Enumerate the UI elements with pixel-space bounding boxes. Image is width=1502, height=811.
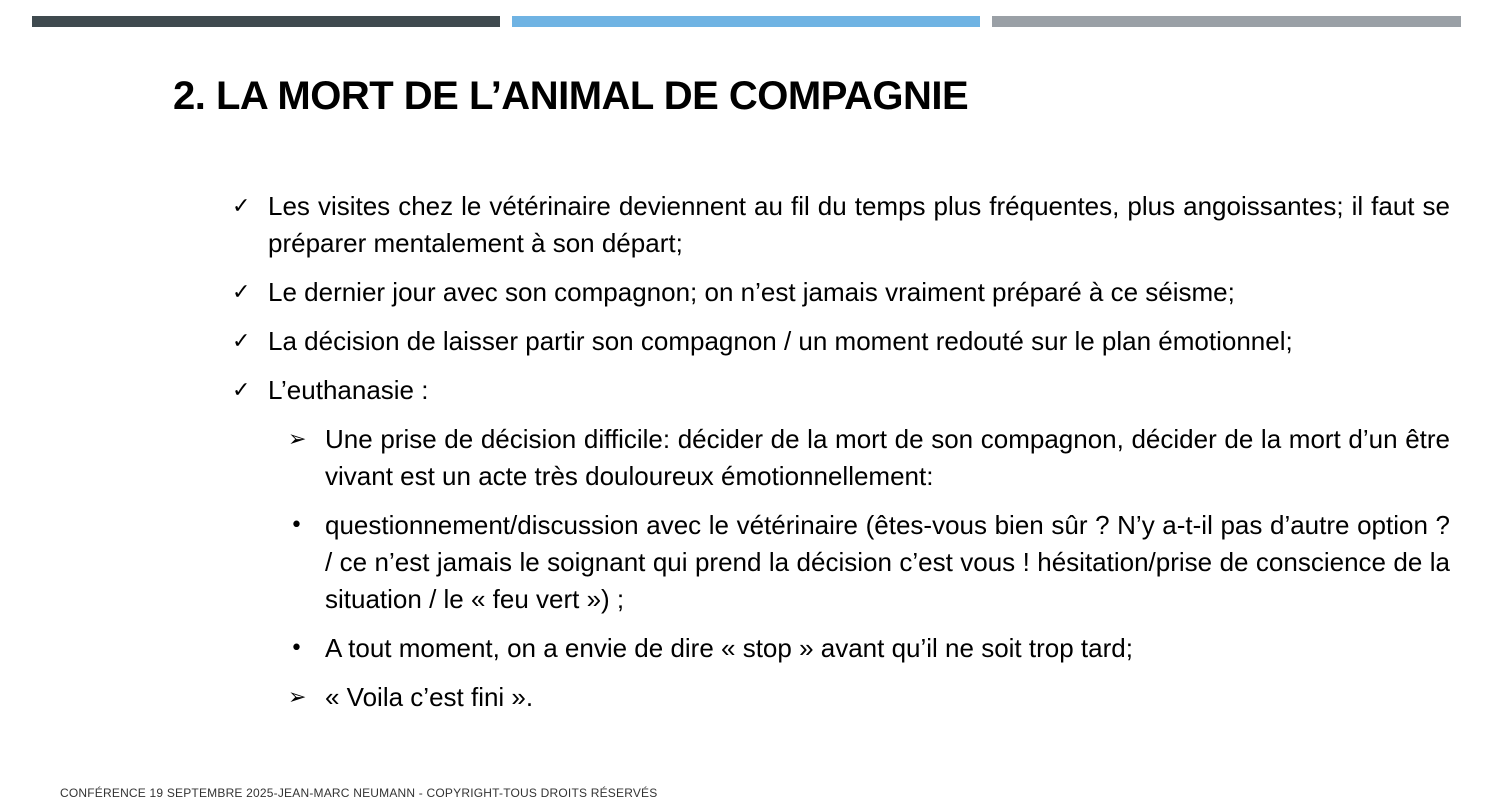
accent-bar-dark xyxy=(32,16,500,27)
bullet-icon: • xyxy=(290,636,303,661)
list-item-text: « Voila c’est fini ». xyxy=(325,682,534,712)
sub-list-item xyxy=(288,679,1450,716)
list-item xyxy=(230,372,1450,409)
list-item xyxy=(230,188,1450,262)
list-item-text: Une prise de décision difficile: décider de la mort de son compagnon, décider de la mort d’un être vivant est un acte très douloureux émotionnellement: xyxy=(325,424,1450,491)
list-item-text: L’euthanasie : xyxy=(268,375,429,405)
check-icon: ✓ xyxy=(232,280,251,305)
check-icon: ✓ xyxy=(232,329,251,354)
accent-bar-blue xyxy=(512,16,980,27)
slide-content xyxy=(230,188,1450,728)
list-item-text: A tout moment, on a envie de dire « stop » avant qu’il ne soit trop tard; xyxy=(325,633,1133,663)
sub-list-item xyxy=(288,421,1450,495)
list-item-text: La décision de laisser partir son compagnon / un moment redouté sur le plan émotionnel; xyxy=(268,326,1293,356)
bullet-icon: • xyxy=(290,513,303,538)
list-item xyxy=(230,274,1450,311)
check-icon: ✓ xyxy=(232,194,251,219)
sub-list-item xyxy=(288,507,1450,618)
check-icon: ✓ xyxy=(232,378,251,403)
list-item xyxy=(230,323,1450,360)
sub-list-item xyxy=(288,630,1450,667)
footer-copyright: CONFÉRENCE 19 SEPTEMBRE 2025-JEAN-MARC NEUMANN - COPYRIGHT-TOUS DROITS RÉSERVÉS xyxy=(60,786,658,800)
arrow-icon: ➢ xyxy=(288,685,307,710)
list-item-text: questionnement/discussion avec le vétérinaire (êtes-vous bien sûr ? N’y a-t-il pas d’autre option ? / ce n’est jamais le soignant qui prend la décision c’est vous ! hésitation/prise de conscience de la situation / le « feu vert ») ; xyxy=(325,510,1450,614)
list-item-text: Les visites chez le vétérinaire deviennent au fil du temps plus fréquentes, plus angoissantes; il faut se préparer mentalement à son départ; xyxy=(268,191,1450,258)
accent-bar-gray xyxy=(992,16,1461,27)
slide-title: 2. LA MORT DE L’ANIMAL DE COMPAGNIE xyxy=(173,74,969,118)
arrow-icon: ➢ xyxy=(288,427,307,452)
list-item-text: Le dernier jour avec son compagnon; on n’est jamais vraiment préparé à ce séisme; xyxy=(268,277,1235,307)
